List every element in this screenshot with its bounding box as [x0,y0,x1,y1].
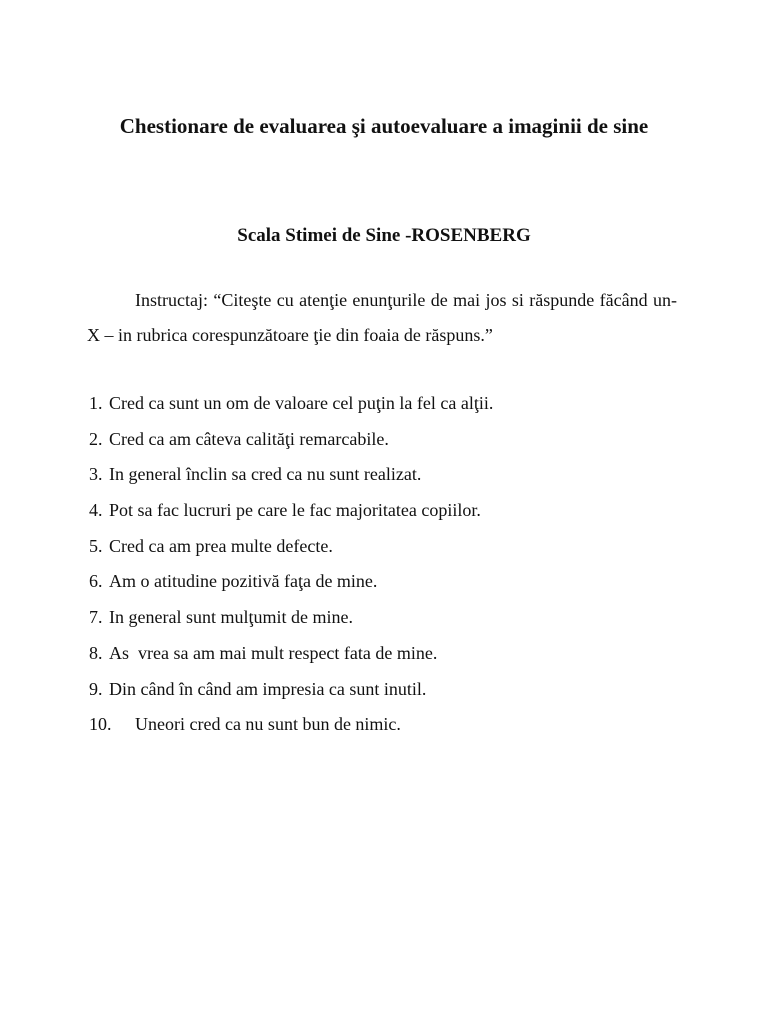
item-text: Pot sa fac lucruri pe care le fac majoritatea copiilor. [109,500,481,521]
list-item [89,496,689,532]
list-item [89,389,689,425]
item-text: Din când în când am impresia ca sunt inutil. [109,678,427,699]
list-item [89,567,689,603]
list-item [89,639,689,675]
item-number: 2. [89,428,103,449]
list-item [89,603,689,639]
list-item [89,710,689,746]
list-item [89,460,689,496]
item-text: In general înclin sa cred ca nu sunt realizat. [109,464,422,485]
item-number: 8. [89,642,103,663]
item-text: As vrea sa am mai mult respect fata de mine. [109,642,438,663]
item-text: In general sunt mulţumit de mine. [109,607,353,628]
list-item [89,425,689,461]
statement-list [89,389,689,746]
list-item [89,532,689,568]
instruction-paragraph: Instructaj: “Citeşte cu atenţie enunţurile de mai jos si răspunde făcând un- X – in rubrica corespunzătoare ţie din foaia de răspuns.” [87,290,677,345]
item-number: 6. [89,571,103,592]
item-number: 10. [89,714,112,735]
item-number: 9. [89,678,103,699]
item-text: Cred ca sunt un om de valoare cel puţin la fel ca alţii. [109,393,494,413]
scale-subtitle: Scala Stimei de Sine -ROSENBERG [237,225,531,246]
item-number: 3. [89,464,103,485]
item-text: Uneori cred ca nu sunt bun de nimic. [135,714,401,735]
list-item [89,675,689,711]
item-number: 1. [89,393,103,413]
item-number: 5. [89,535,103,556]
item-text: Cred ca am câteva calităţi remarcabile. [109,428,389,449]
document-title: Chestionare de evaluarea şi autoevaluare a imaginii de sine [119,114,649,138]
item-number: 4. [89,500,103,521]
item-text: Cred ca am prea multe defecte. [109,535,333,556]
item-text: Am o atitudine pozitivă faţa de mine. [109,571,378,592]
item-number: 7. [89,607,103,628]
